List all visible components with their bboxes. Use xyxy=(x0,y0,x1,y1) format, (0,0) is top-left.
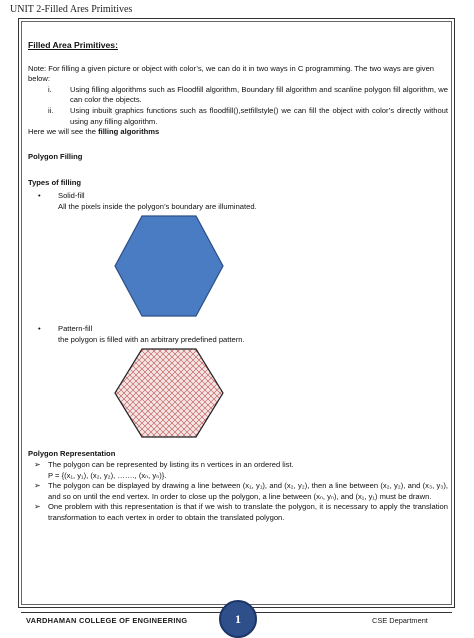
list-item-text: Using filling algorithms such as Floodfill algorithm, Boundary fill algorithm and scanline polygon fill algorithm, we can color the objects. xyxy=(70,84,448,105)
list-item xyxy=(34,481,448,502)
heading-types-of-filling: Types of filling xyxy=(28,178,82,188)
bullet-dot: • xyxy=(38,324,41,334)
solid-hexagon xyxy=(115,216,223,316)
solid-label: Solid-fill xyxy=(58,190,85,200)
arrow-bullet: ➢ xyxy=(34,459,41,469)
footer-department: CSE Department xyxy=(372,616,428,625)
heading-polygon-filling: Polygon Filling xyxy=(28,151,83,161)
pattern-label: Pattern-fill xyxy=(58,324,93,334)
solid-hexagon-svg xyxy=(28,212,448,320)
arrow-bullet: ➢ xyxy=(34,502,41,512)
page-content xyxy=(28,40,448,523)
arrow-bullet xyxy=(34,471,48,482)
arrow-bullet: ➢ xyxy=(34,481,41,491)
footer-college-name: VARDHAMAN COLLEGE OF ENGINEERING xyxy=(26,616,188,625)
list-item-number: ii. xyxy=(48,105,54,115)
list-item-text: The polygon can be represented by listing its n vertices in an ordered list. xyxy=(48,459,294,469)
running-header: UNIT 2-Filled Ares Primitives xyxy=(10,4,133,15)
bullet-dot: • xyxy=(38,190,41,200)
list-item xyxy=(34,502,448,523)
list-item-number: i. xyxy=(48,84,52,94)
see-bold: filling algorithms xyxy=(98,127,160,137)
heading-polygon-representation: Polygon Representation xyxy=(28,449,116,459)
bullet-pattern xyxy=(38,324,448,335)
list-item-text: P = {(x₁, y₁), (x₂, y₂), ……., (xₙ, yₙ)}. xyxy=(48,470,167,480)
solid-hexagon-figure xyxy=(28,212,448,320)
bullet-solid xyxy=(38,191,448,202)
page-number-badge: 1 xyxy=(219,600,257,638)
pattern-hexagon-figure xyxy=(28,345,448,441)
see-prefix: Here we will see the xyxy=(28,127,99,137)
list-item-text: Using inbuilt graphics functions such as floodfill(),setfillstyle() we can fill the object with color’s directly without using any filling algorithm. xyxy=(70,105,448,126)
pattern-description: the polygon is filled with an arbitrary predefined pattern. xyxy=(58,334,245,344)
list-item-text: The polygon can be displayed by drawing a line between (x₁, y₁), and (x₂, y₂), then a line between (x₂, y₂), and (x₃, y₃), and so on until the end vertex. In order to close up the polygon, a line between (xₙ, yₙ), and (x₁, y₁) must be drawn. xyxy=(48,481,448,501)
list-item xyxy=(34,471,448,482)
solid-description: All the pixels inside the polygon’s boundary are illuminated. xyxy=(58,201,257,211)
list-item xyxy=(48,106,448,127)
pattern-hexagon xyxy=(115,349,223,437)
page-title: Filled Area Primitives: xyxy=(28,40,118,50)
list-item xyxy=(34,460,448,471)
note-paragraph: Note: For filling a given picture or object with color’s, we can do it in two ways in C programming. The two ways are given below: xyxy=(28,63,435,84)
see-line xyxy=(28,127,448,138)
pattern-hexagon-svg xyxy=(28,345,448,441)
list-item-text: One problem with this representation is that if we wish to translate the polygon, it is necessary to apply the translation transformation to each vertex in order to obtain the translated polygon. xyxy=(48,502,448,522)
list-item xyxy=(48,85,448,106)
